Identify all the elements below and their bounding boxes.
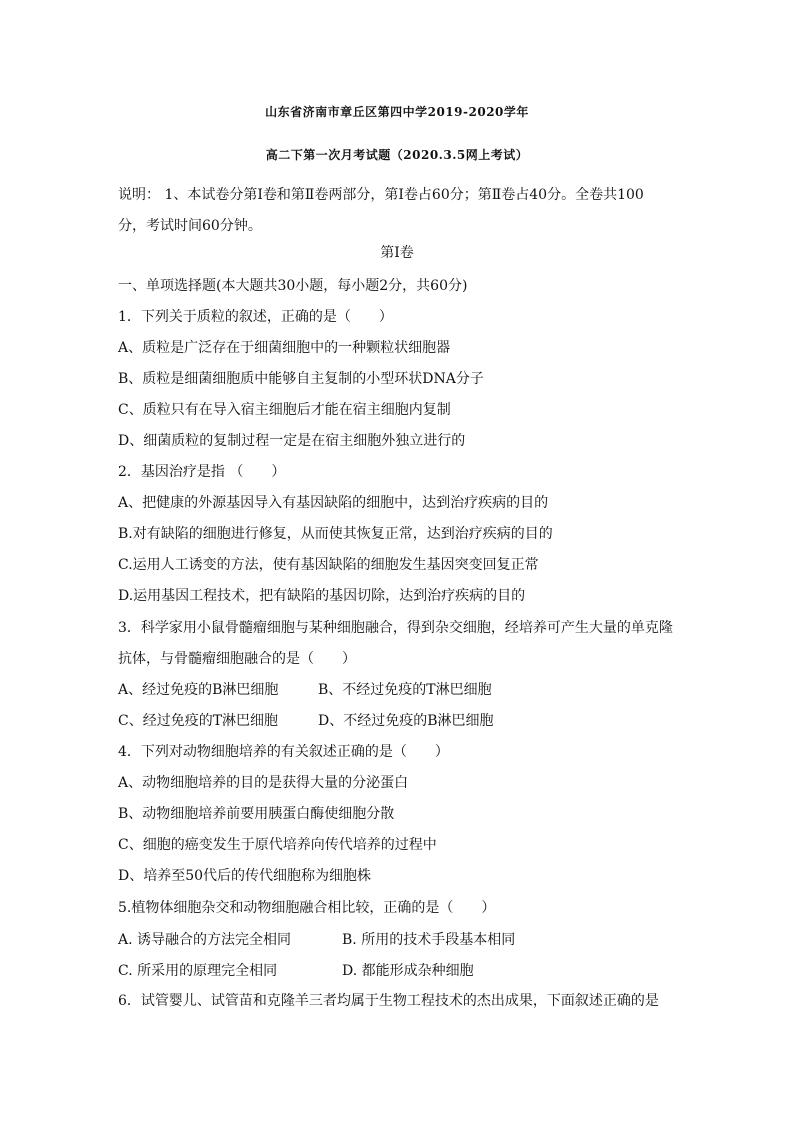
question-1-option-a: A、质粒是广泛存在于细菌细胞中的一种颗粒状细胞器 [118, 340, 451, 356]
question-2-option-c: C.运用人工诱变的方法，使有基因缺陷的细胞发生基因突变回复正常 [118, 557, 539, 573]
question-1-option-d: D、细菌质粒的复制过程一定是在宿主细胞外独立进行的 [118, 433, 466, 449]
question-5-option-b: B. 所用的技术手段基本相同 [342, 932, 516, 948]
question-3-stem-line-2: 抗体，与骨髓瘤细胞融合的是（ ） [118, 651, 356, 667]
question-6-stem: 6．试管婴儿、试管苗和克隆羊三者均属于生物工程技术的杰出成果，下面叙述正确的是 [118, 993, 659, 1009]
question-4-option-c: C、细胞的癌变发生于原代培养向传代培养的过程中 [118, 837, 437, 853]
question-4-stem: 4．下列对动物细胞培养的有关叙述正确的是（ ） [118, 744, 449, 760]
section-heading: 第Ⅰ卷 [380, 245, 414, 261]
question-5-stem: 5.植物体细胞杂交和动物细胞融合相比较，正确的是（ ） [118, 900, 496, 916]
instructions-line-1: 说明： 1、本试卷分第Ⅰ卷和第Ⅱ卷两部分，第Ⅰ卷占60分；第Ⅱ卷占40分。全卷共100 [118, 187, 644, 203]
question-1-option-b: B、质粒是细菌细胞质中能够自主复制的小型环状DNA分子 [118, 371, 484, 387]
instructions-line-2: 分，考试时间60分钟。 [118, 218, 262, 234]
question-5-options-row-1 [118, 931, 515, 949]
question-3-options-row-2 [118, 712, 494, 730]
question-3-option-b: B、不经过免疫的T淋巴细胞 [318, 682, 492, 698]
question-2-option-b: B.对有缺陷的细胞进行修复，从而使其恢复正常，达到治疗疾病的目的 [118, 526, 553, 542]
part-heading: 一、单项选择题(本大题共30小题，每小题2分，共60分) [118, 278, 468, 294]
question-4-option-d: D、培养至50代后的传代细胞称为细胞株 [118, 868, 372, 884]
question-4-option-a: A、动物细胞培养的目的是获得大量的分泌蛋白 [118, 775, 409, 791]
question-1-option-c: C、质粒只有在导入宿主细胞后才能在宿主细胞内复制 [118, 402, 451, 418]
question-3-option-a: A、经过免疫的B淋巴细胞 [118, 682, 279, 698]
question-2-option-d: D.运用基因工程技术，把有缺陷的基因切除，达到治疗疾病的目的 [118, 588, 526, 604]
question-5-option-c: C. 所采用的原理完全相同 [118, 963, 278, 979]
question-5-options-row-2 [118, 962, 474, 980]
question-4-option-b: B、动物细胞培养前要用胰蛋白酶使细胞分散 [118, 806, 395, 822]
question-5-option-d: D. 都能形成杂种细胞 [342, 963, 474, 979]
question-3-option-d: D、不经过免疫的B淋巴细胞 [318, 713, 494, 729]
question-3-option-c: C、经过免疫的T淋巴细胞 [118, 713, 279, 729]
question-1-stem: 1．下列关于质粒的叙述，正确的是（ ） [118, 309, 393, 325]
question-3-options-row-1 [118, 681, 492, 699]
exam-title-line-2: 高二下第一次月考试题（2020.3.5网上考试） [265, 148, 529, 162]
question-3-stem-line-1: 3．科学家用小鼠骨髓瘤细胞与某种细胞融合，得到杂交细胞，经培养可产生大量的单克隆 [118, 620, 673, 636]
question-2-option-a: A、把健康的外源基因导入有基因缺陷的细胞中，达到治疗疾病的目的 [118, 495, 549, 511]
question-5-option-a: A. 诱导融合的方法完全相同 [118, 932, 292, 948]
exam-title-line-1: 山东省济南市章丘区第四中学2019-2020学年 [265, 105, 529, 119]
question-2-stem: 2．基因治疗是指 （ ） [118, 464, 286, 480]
